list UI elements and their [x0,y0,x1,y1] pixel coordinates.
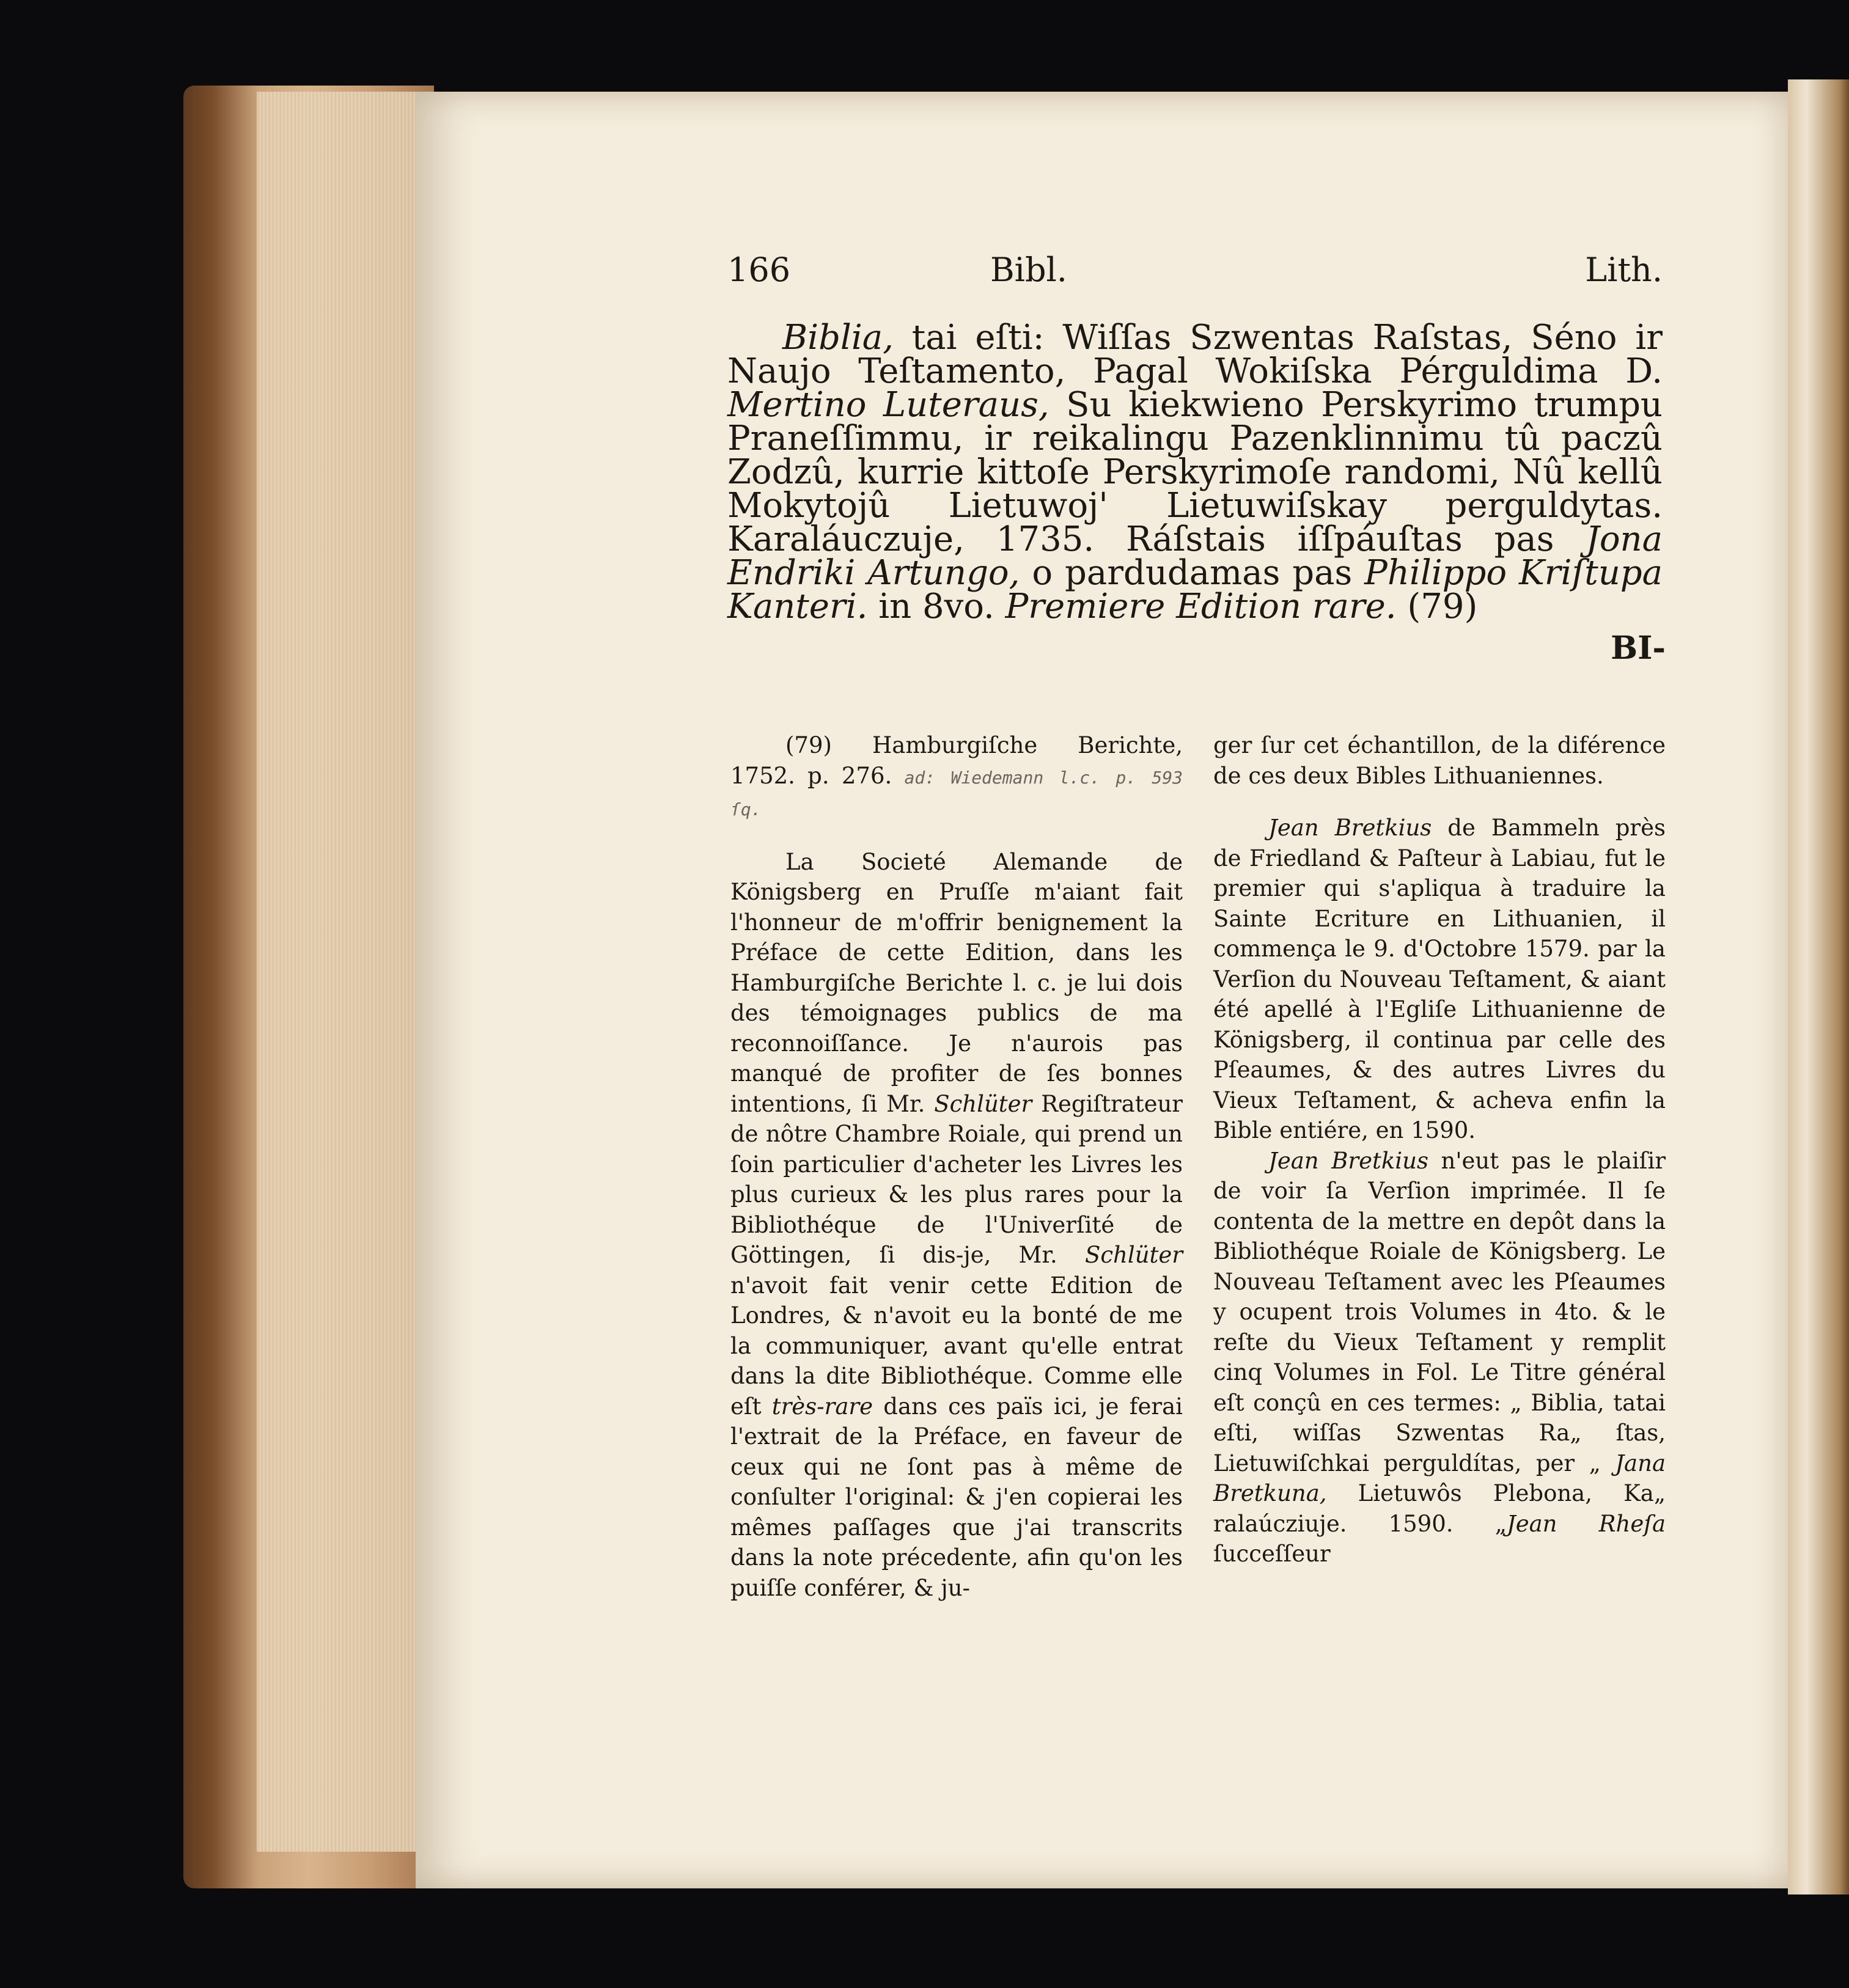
page-stack [257,92,416,1852]
facing-page-edge [1788,79,1849,1894]
footnote-paragraph: Jean Bretkius n'eut pas le plaiſir de voir ſa Verſion imprimée. Il ſe contenta de la mettre en depôt dans la Bibliothéque Roiale de Königsberg. Le Nouveau Teſtament avec les Pſeaumes y ocupent trois Volumes in 4to. & le reſte du Vieux Teſtament y remplit cinq Volumes in Fol. Le Titre général eſt conçû en ces termes: „ Biblia, tatai eſti, wiſſas Szwentas Ra„ ſtas, Lietuwiſchkai perguldítas, per „ Jana Bretkuna, Lietuwôs Plebona, Ka„ ralaúcziuje. 1590. „Jean Rheſa ſucceſſeur [1213,1147,1666,1567]
bibliographic-entry [727,318,1663,626]
running-header [727,251,1663,299]
footnote-left-column [730,730,1183,1603]
page-number: 166 [727,251,791,289]
entry-note: Premiere Edition rare. [1005,587,1397,626]
entry-seller: Philippo Kriſtupa Kanteri. [727,553,1663,626]
entry-paragraph: Biblia, tai eſti: Wiſſas Szwentas Raſstas, Séno ir Naujo Teſtamento, Pagal Wokiſska Pérguldima D. Mertino Luteraus, Su kiekwieno Perskyrimo trumpu Praneſſimmu, ir reikalingu Pazenklinnimu tû paczû Zodzû, kurrie kittoſe Perskyrimoſe randomi, Nû kellû Mokytojû Lietuwoj' Lietuwiſskay perguldytas. Karaláuczuje, 1735. Ráſstais iſſpáuſtas pas Jona Endriki Artungo, o pardudamas pas Philippo Kriſtupa Kanteri. in 8vo. Premiere Edition rare. (79) [727,318,1663,626]
entry-printer: Jona Endriki Artungo, [727,519,1663,593]
catchword: BI- [1611,629,1666,667]
footnote-ref: (79) [1396,587,1478,626]
entry-title: Biblia, [782,318,894,358]
handwritten-annotation: ad: Wiedemann l.c. p. 593 ſq. [730,767,1183,820]
footnote-reference: (79) Hamburgiſche Berichte, 1752. p. 276. ad: Wiedemann l.c. p. 593 ſq. [730,732,1183,820]
running-title-right: Lith. [1585,251,1663,289]
footnote-right-column [1213,730,1666,1569]
footnote-paragraph: La Societé Alemande de Königsberg en Pruſſe m'aiant fait l'honneur de m'offrir benignement la Préface de cette Edition, dans les Hamburgiſche Berichte l. c. je lui dois des témoignages publics de ma reconnoiſſance. Je n'aurois pas manqué de profiter de ſes bonnes intentions, ſi Mr. Schlüter Regiſtrateur de nôtre Chambre Roiale, qui prend un ſoin particulier d'acheter les Livres les plus curieux & les plus rares pour la Bibliothéque de l'Univerſité de Göttingen, ſi dis-je, Mr. Schlüter n'avoit fait venir cette Edition de Londres, & n'avoit eu la bonté de me la communiquer, avant qu'elle entrat dans la dite Bibliothéque. Comme elle eſt très-rare dans ces païs ici, je ferai l'extrait de la Préface, en faveur de ceux qui ne ſont pas à même de conſulter l'original: & j'en copierai les mêmes paſſages que j'ai transcrits dans la note précedente, afin qu'on les puiſſe conférer, & ju- [730,848,1183,1601]
footnote-continuation: ger ſur cet échantillon, de la diférence de ces deux Bibles Lithuaniennes. [1213,732,1666,789]
running-title-left: Bibl. [990,251,1067,289]
entry-author: Mertino Luteraus, [727,385,1049,425]
footnote-paragraph: Jean Bretkius de Bammeln près de Friedland & Paſteur à Labiau, fut le premier qui s'apliqua à traduire la Sainte Ecriture en Lithuanien, il commença le 9. d'Octobre 1579. par la Verſion du Nouveau Teſtament, & aiant été apellé à l'Egliſe Lithuanienne de Königsberg, il continua par celle des Pſeaumes, & des autres Livres du Vieux Teſtament, & acheva enfin la Bible entiére, en 1590. [1213,815,1666,1143]
